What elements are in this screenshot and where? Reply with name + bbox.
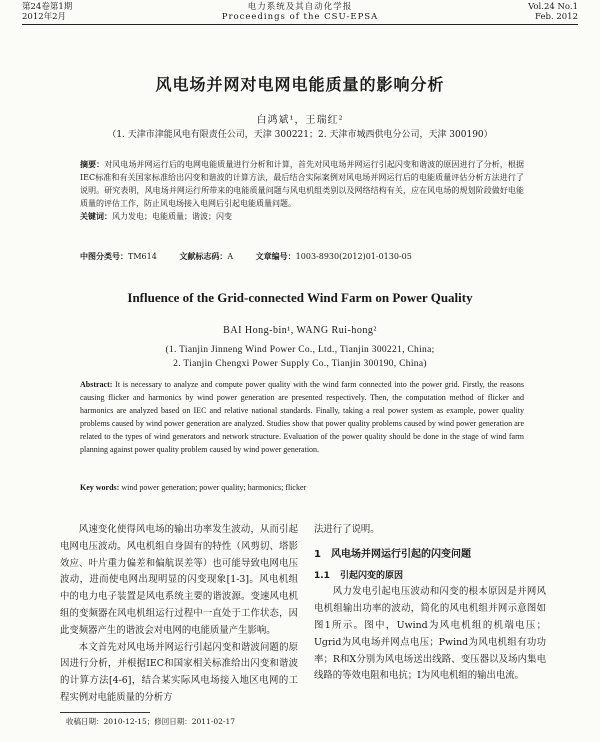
authors-cn: 白鸿斌¹，王瑞红² xyxy=(256,115,344,126)
subsection-number: 1.1 xyxy=(314,570,330,581)
keywords-en-text: wind power generation; power quality; harmonics; flicker xyxy=(119,483,307,492)
body-column-left xyxy=(60,522,298,707)
body-paragraph: 风力发电引起电压波动和闪变的根本原因是并网风电机组输出功率的波动，简化的风电机组并网示意图如图1所示。图中，Uwind为风电机组的机端电压；Ugrid为风电场并网点电压；Pwind为风电机组有功功率；R和X分别为风电场送出线路、变压器以及场内集电线路的等效电阻和电抗；I为风电机组的输出电流。 xyxy=(314,586,546,682)
article-number-value: 1003-8930(2012)01-0130-05 xyxy=(295,252,412,261)
doc-code xyxy=(179,252,243,261)
clc-value: TM614 xyxy=(128,252,157,261)
title-en: Influence of the Grid-connected Wind Farm on Power Quality xyxy=(127,290,473,305)
footnote-rule xyxy=(60,712,150,713)
body-paragraph: 法进行了说明。 xyxy=(314,524,380,535)
abstract-en-label: Abstract: xyxy=(80,380,113,389)
header-date-cn: 2012年2月 xyxy=(22,12,67,22)
section-heading xyxy=(314,547,546,564)
footnote-received-date: 收稿日期：2010-12-15；修回日期：2011-02-17 xyxy=(66,717,235,726)
journal-name-cn: 电力系统及其自动化学报 xyxy=(247,2,353,12)
clc-label: 中图分类号： xyxy=(80,251,128,261)
journal-name-en: Proceedings of the CSU-EPSA xyxy=(221,12,379,22)
affiliation-en-line1: (1. Tianjin Jinneng Wind Power Co., Ltd., Tianjin 300221, China; xyxy=(165,345,435,355)
article-number-label: 文章编号： xyxy=(255,251,296,261)
article-number xyxy=(256,252,422,261)
subsection-heading xyxy=(314,568,546,585)
header-volume-issue: 第24卷第1期 xyxy=(22,2,73,12)
header-vol-no: Vol.24 No.1 xyxy=(528,2,578,12)
authors-en: BAI Hong-bin¹, WANG Rui-hong² xyxy=(223,325,377,336)
header-date-en: Feb. 2012 xyxy=(535,12,578,22)
body-paragraph: 风速变化使得风电场的输出功率发生波动，从而引起电网电压波动。风电机组自身固有的特性（风剪切、塔影效应、叶片重力偏差和偏航误差等）也可能导致电网电压波动，进而使电网出现明显的闪变现象[1-3]。风电机组中的电力电子装置是风电系统主要的谐波源。变速风电机组的变频器在风电机组运行过程中一直处于工作状态，因此变频器产生的谐波会对电网的电能质量产生影响。 xyxy=(60,524,298,636)
body-paragraph: 本文首先对风电场并网运行引起闪变和谐波问题的原因进行分析，并根据IEC和国家相关标准给出闪变和谐波的计算方法[4-6]，结合某实际风电场接入地区电网的工程实例对电能质量的分析方 xyxy=(60,641,298,703)
keywords-cn xyxy=(80,210,524,223)
clc-number xyxy=(80,252,167,261)
keywords-cn-text: 风力发电；电能质量；谐波；闪变 xyxy=(112,212,232,221)
affiliation-cn: （1. 天津市津能风电有限责任公司，天津 300221；2. 天津市城西供电分公司，天津 300190） xyxy=(107,130,493,140)
keywords-en xyxy=(80,483,524,492)
section-number: 1 xyxy=(314,548,321,560)
classification-info xyxy=(80,251,524,262)
keywords-cn-label: 关键词： xyxy=(80,212,112,221)
abstract-en-text: It is necessary to analyze and compute power quality with the wind farm connected into the power grid. Firstly, the reasons causing flicker and harmonics by wind power generation are presented respectively. Then, the computation method of flicker and harmonics are analyzed based on IEC and relative national standards. Finally, taking a real power system as example, power quality problems caused by wind power generation are analyzed. Studies show that power quality problems caused by wind power generation are related to the types of wind generators and network structure. Evaluation of the power quality should be done in the stage of wind farm planning against power quality problem caused by wind power generation. xyxy=(80,380,524,454)
body-column-right xyxy=(314,522,546,685)
affiliation-en xyxy=(22,343,578,371)
abstract-cn-label: 摘要： xyxy=(80,160,105,169)
abstract-en xyxy=(80,378,524,456)
header-volume-en xyxy=(528,2,578,22)
abstract-cn-text: 对风电场并网运行后的电网电能质量进行分析和计算，首先对风电场并网运行引起闪变和谐波的原因进行了分析，根据IEC标准和有关国家标准给出闪变和谐波的计算方法，最后结合实际案例对风电场并网运行后的电能质量评估分析方法进行了说明。研究表明，风电场并网运行所带来的电能质量问题与风电机组类别以及网络结构有关，应在风电场的规划阶段做好电能质量的评估工作，防止风电场接入电网后引起电能质量问题。 xyxy=(80,160,525,208)
running-header xyxy=(22,2,578,25)
subsection-title: 引起闪变的原因 xyxy=(339,570,403,581)
affiliation-en-line2: 2. Tianjin Chengxi Power Supply Co., Tianjin 300190, China) xyxy=(173,359,427,369)
doc-code-label: 文献标志码： xyxy=(179,251,228,261)
abstract-cn xyxy=(80,158,524,223)
section-title: 风电场并网运行引起的闪变问题 xyxy=(330,548,471,560)
keywords-en-label: Key words: xyxy=(80,483,120,492)
doc-code-value: A xyxy=(227,252,234,261)
header-journal xyxy=(22,2,578,22)
title-cn: 风电场并网对电网电能质量的影响分析 xyxy=(155,75,445,94)
